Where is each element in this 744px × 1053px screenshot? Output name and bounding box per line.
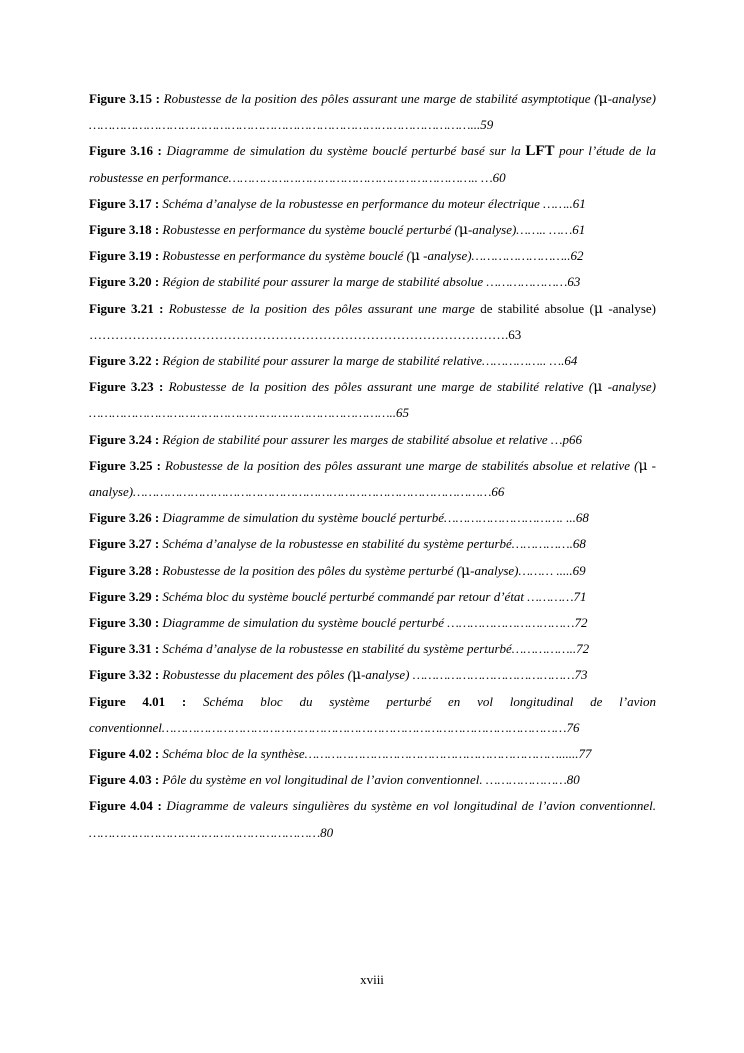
figure-caption: Schéma bloc du système perturbé en vol longitudinal de l’avion conventionnel……………………………………………………………………………………………76 (89, 693, 656, 735)
figure-caption-tail: -analyse)……………………..62 (419, 248, 584, 264)
figure-caption-tail: -analyse) ………………………………………………………………………………………...59 (89, 91, 656, 133)
figure-caption-tail: -analyse)……… .....69 (470, 562, 586, 578)
figure-entry-4-02 (89, 741, 656, 767)
mu-symbol: μ (598, 91, 608, 107)
figure-caption: Diagramme de valeurs singulières du système en vol longitudinal de l’avion conventionnel. ……………………………………………………80 (89, 798, 656, 840)
figure-caption: Robustesse de la position des pôles du système perturbé ( (162, 562, 462, 578)
figure-label: Figure 3.21 : (89, 300, 169, 316)
figure-caption: Diagramme de simulation du système bouclé perturbé…………………………. ...68 (162, 510, 589, 526)
figure-caption: Schéma bloc de la synthèse…………………………………………………………......77 (162, 746, 592, 762)
figure-label: Figure 3.29 : (89, 588, 163, 604)
figure-label: Figure 3.19 : (89, 248, 163, 264)
figure-entry-3-22 (89, 348, 656, 374)
figure-entry-3-32 (89, 662, 656, 688)
figure-caption: Robustesse de la position des pôles assurant une marge de stabilité relative ( (168, 379, 594, 395)
figure-caption-tail: -analyse) ……………………………………73 (361, 667, 588, 683)
figure-caption-tail: - analyse)…………………………………………………………………………………66 (89, 457, 656, 500)
figure-label: Figure 3.26 : (89, 510, 163, 526)
mu-symbol: μ (638, 457, 648, 474)
mu-symbol: μ (351, 667, 362, 684)
figure-entry-3-17 (89, 191, 656, 217)
figure-entry-3-23 (89, 374, 656, 426)
list-of-figures (89, 86, 656, 846)
mu-symbol: μ (593, 379, 603, 396)
figure-entry-3-27 (89, 531, 656, 557)
figure-label: Figure 4.04 : (89, 798, 167, 814)
figure-caption-tail: -analyse)…….. ……61 (467, 222, 586, 238)
figure-caption: Schéma bloc du système bouclé perturbé commandé par retour d’état …………71 (162, 588, 587, 604)
figure-entry-3-25 (89, 453, 656, 505)
figure-entry-3-19 (89, 243, 656, 269)
figure-entry-3-18 (89, 217, 656, 243)
figure-caption: Schéma d’analyse de la robustesse en stabilité du système perturbé…………….68 (162, 536, 586, 552)
figure-label: Figure 3.16 : (89, 143, 167, 159)
figure-entry-3-26 (89, 505, 656, 531)
figure-caption: Robustesse en performance du système bouclé ( (162, 248, 411, 264)
figure-label: Figure 3.32 : (89, 667, 163, 683)
figure-entry-3-16 (89, 138, 656, 190)
figure-label: Figure 3.27 : (89, 536, 163, 552)
figure-entry-3-31 (89, 636, 656, 662)
figure-label: Figure 4.02 : (89, 746, 163, 762)
figure-caption: Robustesse en performance du système bouclé perturbé ( (162, 222, 459, 238)
figure-caption-roman: de stabilité absolue ( (480, 300, 594, 316)
figure-caption: Région de stabilité pour assurer la marge de stabilité relative…………….. ….64 (162, 353, 578, 369)
figure-caption: Schéma d’analyse de la robustesse en stabilité du système perturbé……………..72 (162, 641, 590, 657)
figure-label: Figure 3.30 : (89, 615, 163, 631)
mu-symbol: μ (458, 222, 468, 239)
figure-caption-tail: -analyse) …………………………………………………………………………………….63 (89, 300, 656, 342)
figure-label: Figure 3.28 : (89, 562, 163, 578)
figure-caption: Robustesse de la position des pôles assurant une marge de stabilité asymptotique ( (163, 91, 599, 106)
figure-entry-3-28 (89, 558, 656, 584)
figure-caption: Robustesse du placement des pôles ( (162, 667, 352, 683)
figure-label: Figure 3.20 : (89, 274, 163, 290)
figure-label: Figure 4.01 : (89, 693, 204, 709)
figure-entry-3-20 (89, 269, 656, 295)
figure-label: Figure 3.25 : (89, 457, 166, 473)
figure-label: Figure 3.15 : (89, 91, 164, 106)
lft-acronym: LFT (525, 143, 555, 160)
figure-label: Figure 3.17 : (89, 195, 163, 211)
figure-caption: Pôle du système en vol longitudinal de l’avion conventionnel. …………………80 (162, 772, 580, 788)
figure-caption: Diagramme de simulation du système bouclé perturbé basé sur la (166, 143, 526, 159)
mu-symbol: μ (593, 300, 603, 317)
figure-caption: Schéma d’analyse de la robustesse en performance du moteur électrique ……..61 (162, 195, 586, 211)
figure-label: Figure 3.23 : (89, 379, 169, 395)
figure-label: Figure 3.24 : (89, 431, 163, 447)
figure-label: Figure 3.31 : (89, 641, 163, 657)
figure-caption: Robustesse de la position des pôles assurant une marge de stabilités absolue et relative ( (165, 457, 639, 473)
figure-entry-4-04 (89, 793, 656, 845)
mu-symbol: μ (410, 248, 420, 265)
figure-caption: Diagramme de simulation du système bouclé perturbé ……………………………72 (162, 615, 588, 631)
page-number: xviii (360, 972, 384, 987)
figure-caption: Région de stabilité pour assurer la marge de stabilité absolue …………………63 (162, 274, 581, 290)
figure-caption: Robustesse de la position des pôles assurant une marge (168, 300, 481, 316)
figure-caption-tail: pour l’étude de la robustesse en performance……………………………………………………….. …60 (89, 143, 656, 185)
figure-entry-3-24 (89, 427, 656, 453)
figure-label: Figure 3.22 : (89, 353, 163, 369)
figure-entry-3-21 (89, 296, 656, 348)
figure-caption: Région de stabilité pour assurer les marges de stabilité absolue et relative …p66 (162, 431, 582, 447)
figure-label: Figure 4.03 : (89, 772, 163, 788)
figure-entry-3-29 (89, 584, 656, 610)
mu-symbol: μ (461, 562, 471, 579)
figure-label: Figure 3.18 : (89, 222, 163, 238)
figure-entry-4-03 (89, 767, 656, 793)
figure-entry-3-30 (89, 610, 656, 636)
figure-entry-4-01 (89, 689, 656, 741)
figure-entry-3-15 (89, 86, 656, 138)
figure-caption-tail: -analyse) ……………………………………………………………………..65 (89, 379, 656, 421)
